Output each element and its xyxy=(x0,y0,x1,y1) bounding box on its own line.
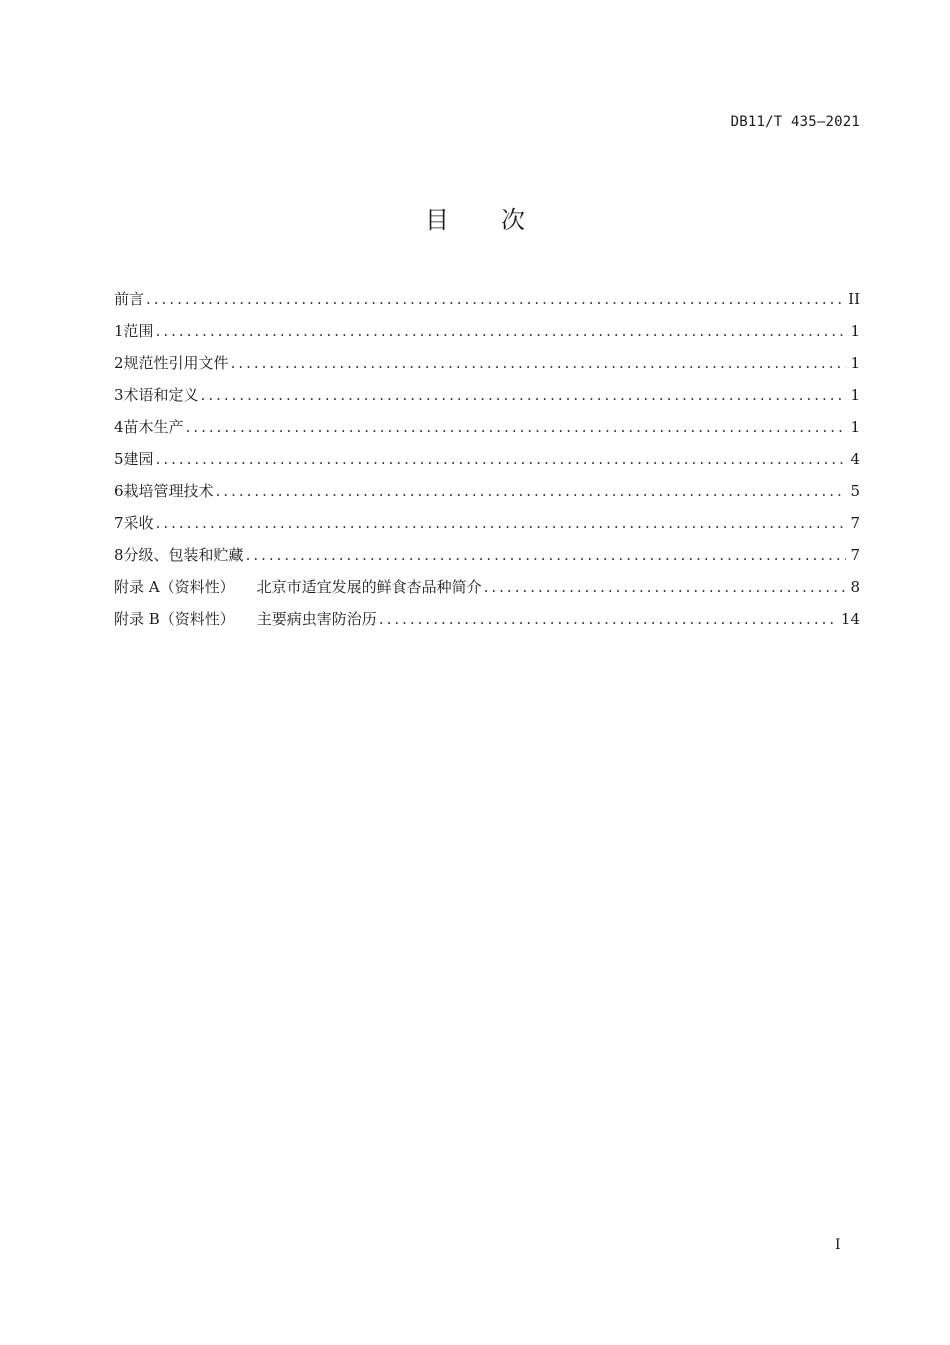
toc-entry-normative-references[interactable] xyxy=(114,350,860,382)
toc-entry-grading-packing-storage[interactable] xyxy=(114,542,860,574)
toc-entry-label: 前言 xyxy=(114,290,145,308)
toc-entry-number: 2 xyxy=(114,354,124,372)
toc-entry-number: 5 xyxy=(114,450,124,468)
toc-entry-page: 1 xyxy=(850,386,860,404)
toc-entry-harvest[interactable] xyxy=(114,510,860,542)
toc-entry-page: 1 xyxy=(850,418,860,436)
toc-entry-page: 4 xyxy=(850,450,860,468)
toc-entry-nursery-production[interactable] xyxy=(114,414,860,446)
toc-entry-number: 3 xyxy=(114,386,124,404)
toc-leader-dots xyxy=(379,606,837,632)
annex-prefix: 附录 A（资料性） xyxy=(114,578,235,596)
toc-entry-label: 栽培管理技术 xyxy=(123,482,214,500)
toc-entry-scope[interactable] xyxy=(114,318,860,350)
toc-annex-label xyxy=(114,574,482,600)
toc-entry-page: 1 xyxy=(850,322,860,340)
title-char-2: 次 xyxy=(501,206,525,234)
toc-entry-orchard-establishment[interactable] xyxy=(114,446,860,478)
toc-entry-number: 8 xyxy=(114,546,124,564)
toc-leader-dots xyxy=(156,318,847,344)
toc-leader-dots xyxy=(201,382,847,408)
toc-entry-page: 7 xyxy=(850,514,860,532)
toc-leader-dots xyxy=(246,542,847,568)
toc-entry-label: 采收 xyxy=(123,514,154,532)
toc-annex-label xyxy=(114,606,377,632)
toc-leader-dots xyxy=(231,350,847,376)
toc-entry-label: 建园 xyxy=(123,450,154,468)
page-title xyxy=(0,200,950,235)
toc-entry-label: 苗木生产 xyxy=(123,418,184,436)
toc-entry-label: 分级、包装和贮藏 xyxy=(123,546,244,564)
toc-entry-label: 术语和定义 xyxy=(123,386,199,404)
toc-entry-page: 8 xyxy=(850,578,860,596)
toc-entry-annex-b[interactable] xyxy=(114,606,860,638)
toc-entry-page: 7 xyxy=(850,546,860,564)
toc-entry-page: 1 xyxy=(850,354,860,372)
toc-entry-annex-a[interactable] xyxy=(114,574,860,606)
toc-leader-dots xyxy=(186,414,847,440)
toc-entry-number: 7 xyxy=(114,514,124,532)
table-of-contents xyxy=(114,286,860,638)
toc-entry-page: II xyxy=(848,290,860,308)
toc-entry-terms-definitions[interactable] xyxy=(114,382,860,414)
title-char-1: 目 xyxy=(425,206,449,234)
toc-leader-dots xyxy=(156,446,847,472)
document-code: DB11/T 435—2021 xyxy=(730,114,860,130)
toc-entry-label: 范围 xyxy=(123,322,154,340)
annex-title: 北京市适宜发展的鲜食杏品种简介 xyxy=(256,578,482,596)
annex-title: 主要病虫害防治历 xyxy=(256,610,377,628)
toc-leader-dots xyxy=(156,510,847,536)
toc-leader-dots xyxy=(484,574,847,600)
toc-entry-page: 14 xyxy=(840,610,860,628)
toc-entry-number: 6 xyxy=(114,482,124,500)
toc-entry-number: 4 xyxy=(114,418,124,436)
toc-entry-foreword[interactable] xyxy=(114,286,860,318)
toc-entry-page: 5 xyxy=(850,482,860,500)
toc-entry-cultivation-management[interactable] xyxy=(114,478,860,510)
toc-leader-dots xyxy=(216,478,847,504)
toc-leader-dots xyxy=(146,286,844,312)
page-number: I xyxy=(835,1237,841,1253)
annex-prefix: 附录 B（资料性） xyxy=(114,610,235,628)
toc-entry-label: 规范性引用文件 xyxy=(123,354,229,372)
toc-entry-number: 1 xyxy=(114,322,124,340)
